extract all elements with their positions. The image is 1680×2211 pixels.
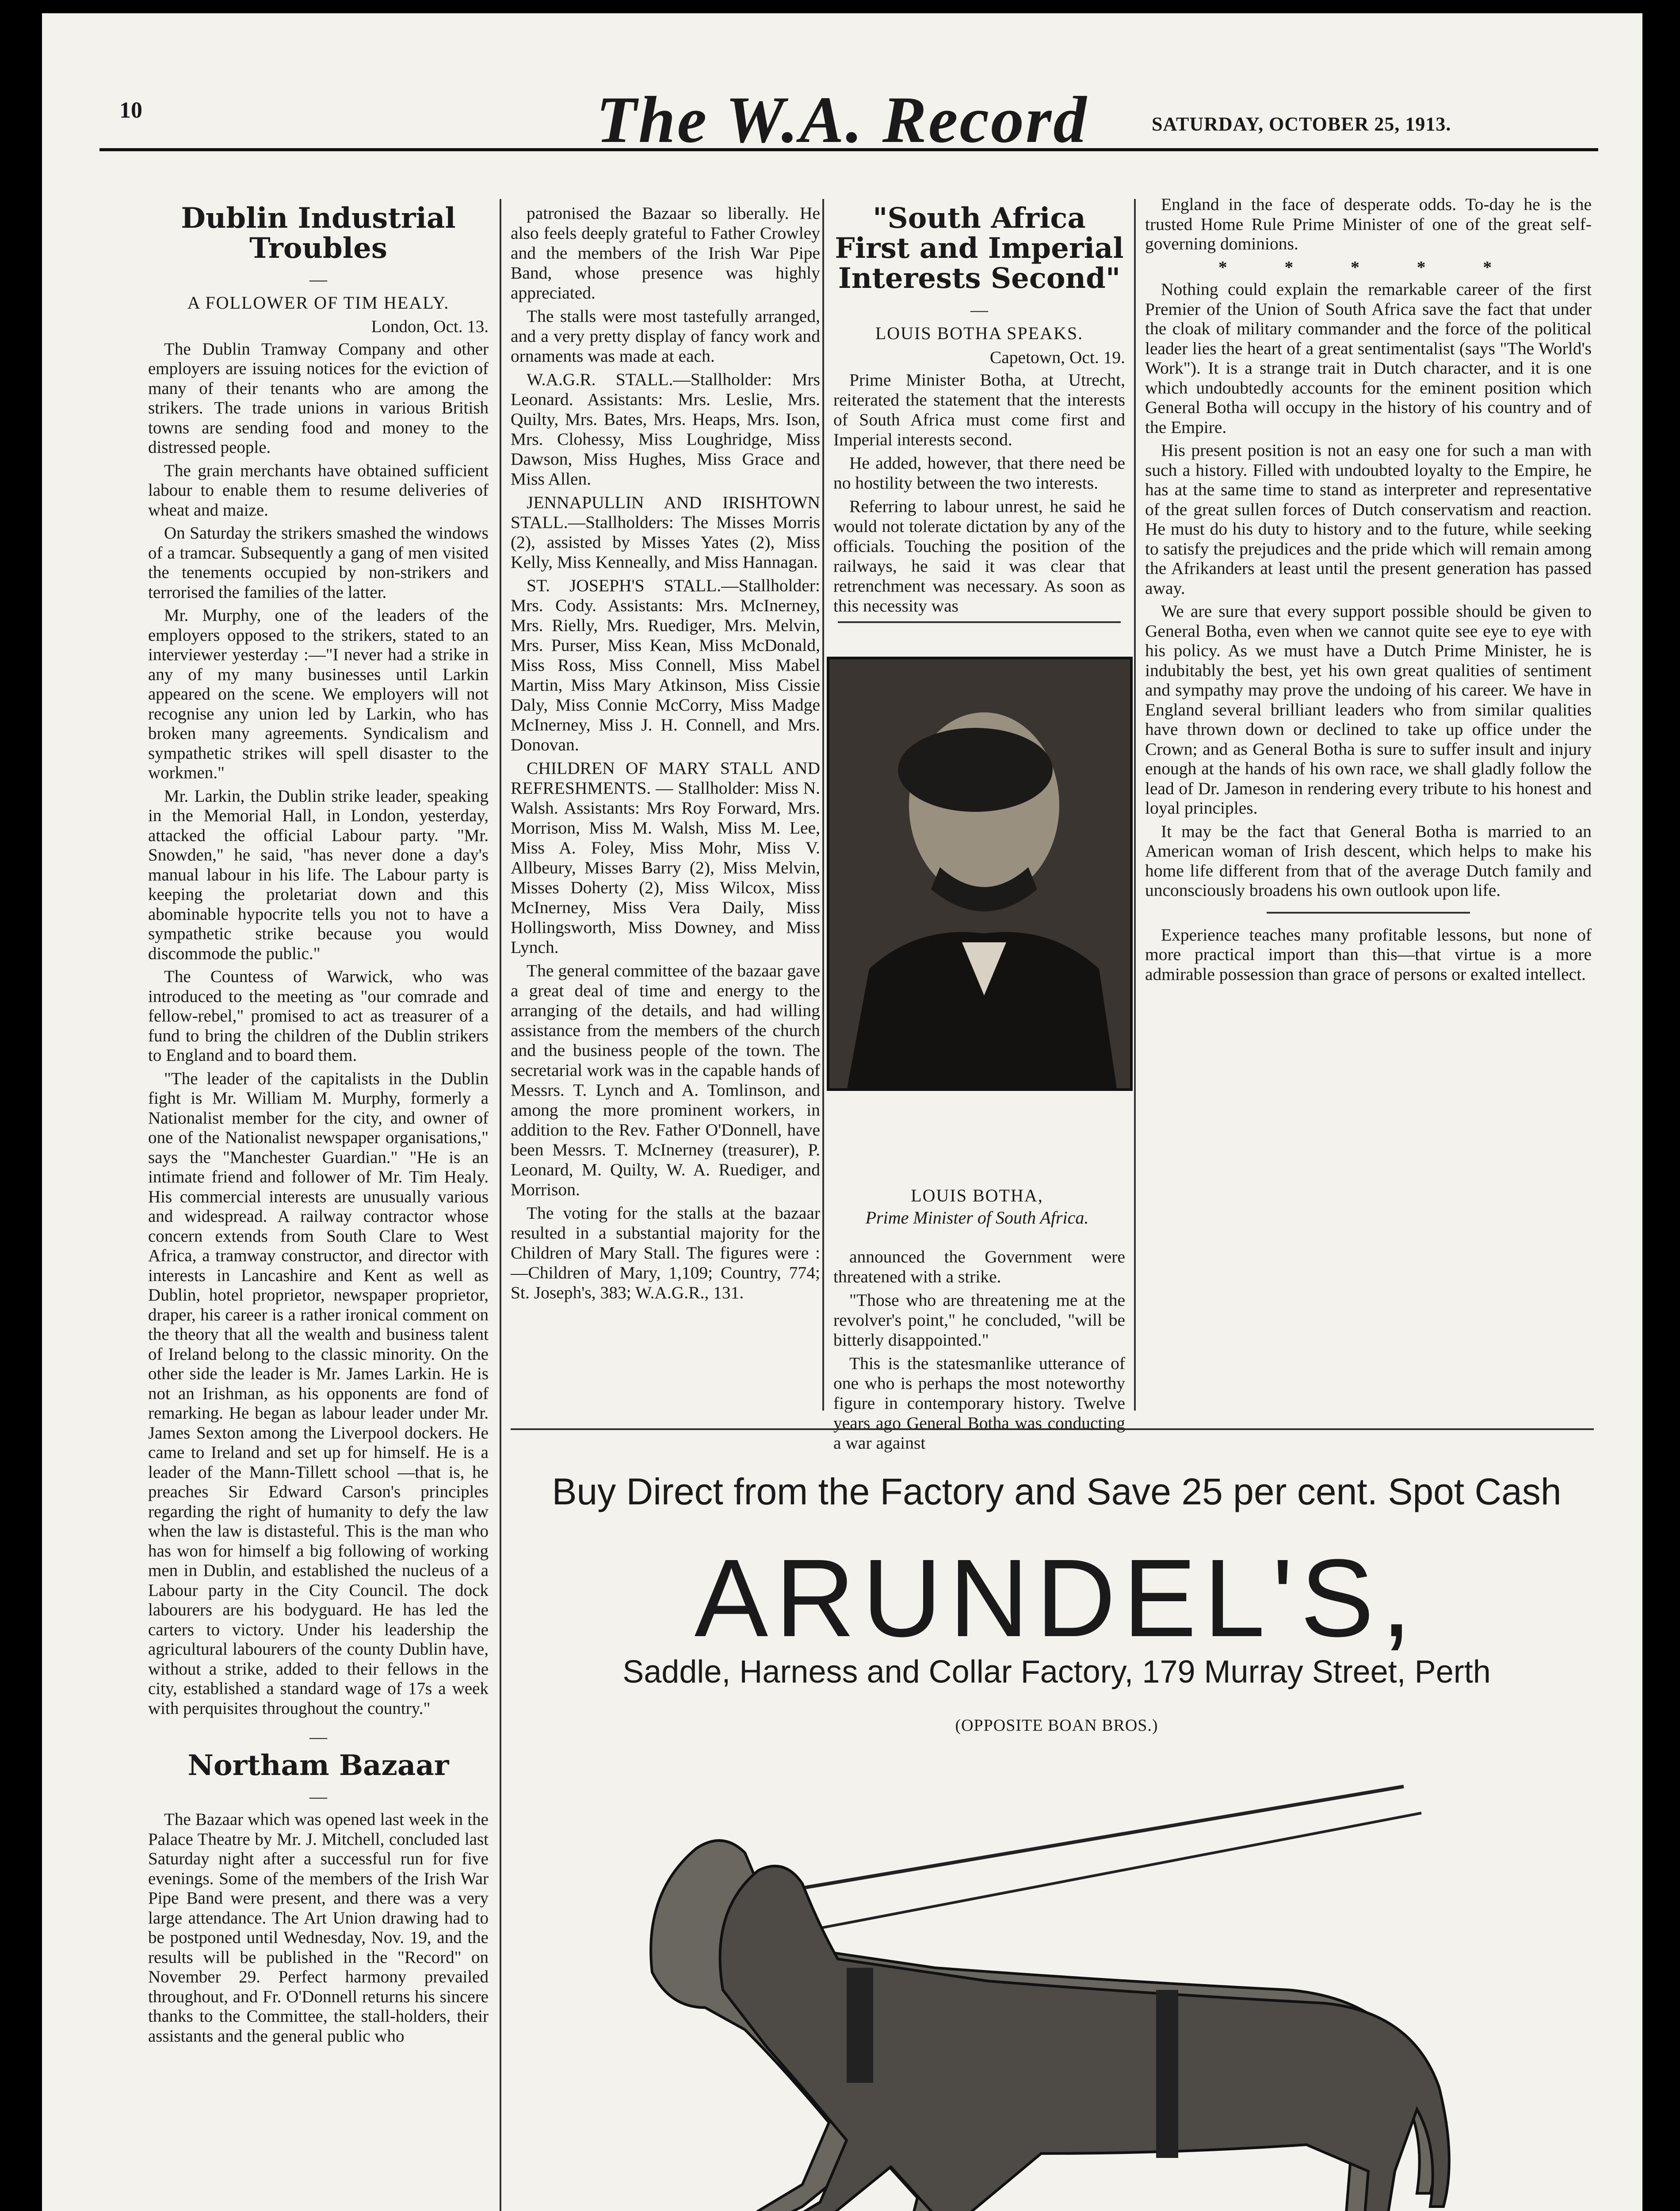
article-subhead-dublin: A FOLLOWER OF TIM HEALY. [187, 292, 450, 313]
paragraph: His present position is not an easy one for such a man with such a history. Filled with undoubted loyalty to the Empire, he has at the same time to stand as interpreter and representative of the great sullen forces of Dutch conservatism and reaction. He must do his duty to history and to the future, while seeking to satisfy the prejudices and the pride which will remain among the Afrikanders at least until the present generation has passed away. [1145, 440, 1592, 598]
column-2 [511, 203, 820, 1306]
ad-tagline: Buy Direct from the Factory and Save 25 per cent. Spot Cash [552, 1471, 1562, 1512]
paragraph: The Countess of Warwick, who was introduced to the meeting as "our comrade and fellow-rebel," promised to act as treasurer of a fund to bring the children of the Dublin strikers to England and to board them. [148, 967, 489, 1065]
paragraph: Prime Minister Botha, at Utrecht, reiterated the statement that the interests of South Africa must come first and Imperial interests second. [833, 370, 1125, 449]
article-subhead-botha: LOUIS BOTHA SPEAKS. [875, 323, 1084, 343]
column-1 [148, 203, 489, 2050]
article-body-bazaar [511, 203, 820, 1303]
paragraph: We are sure that every support possible should be given to General Botha, even when we cannot quite see eye to eye with his policy. As we must have a Dutch Prime Minister, he is indubitably the best, yet his own great qualities of sentiment and sympathy may prove the undoing of his career. We have in England several brilliant leaders who from similar qualities have thrown down or declined to take up office under the Crown; and as General Botha is sure to suffer insult and injury enough at the hands of his own race, we shall gladly follow the lead of Dr. Jameson in rendering every tribute to his honest and loyal principles. [1145, 601, 1592, 818]
column-4 [1145, 195, 1592, 987]
article-body-botha [833, 370, 1125, 616]
dateline-dublin: London, Oct. 13. [371, 317, 489, 336]
article-body-dublin [148, 340, 489, 1719]
section-rule [838, 621, 1121, 623]
filler-paragraph: Experience teaches many profitable lessons, but none of more practical import than this—that virtue is a more admirable possession than grace of persons or exalted intellect. [1145, 925, 1592, 984]
ad-opposite-note: (OPPOSITE BOAN BROS.) [955, 1716, 1158, 1735]
paragraph: "The leader of the capitalists in the Dublin fight is Mr. William M. Murphy, formerly a Nationalist member for the city, and owner of one of the Nationalist newspaper organisations," says the "Manchester Guardian." "He is an intimate friend and follower of Mr. Tim Healy. His commercial interests are unusually various and widespread. A railway contractor whose concern extends from South Clare to West Africa, a tramway constructor, and director with interests in Lancashire and Kent as well as Dublin, hotel proprietor, newspaper proprietor, draper, his career is a rather ironical comment on the theory that all the wealth and business talent of Ireland belong to the classic minority. On the other side the leader is Mr. James Larkin. He is not an Irishman, as his opponents are fond of remarking. He began as labour leader under Mr. James Sexton among the Liverpool dockers. He came to Ireland and set up for himself. He is a leader of the Mann-Tillett school —that is, he preaches Sir Edward Carson's principles regarding the right of humanity to defy the law when the law is distasteful. This is the man who has won for himself a big following of working men in Dublin, and established the nucleus of a Labour party in the City Council. The dock labourers are his bodyguard. He has led the carters to victory. Under his leadership the agricultural labourers of the county Dublin have, without a strike, added to their fellows in the city, established a standard wage of 17s a week with perquisites throughout the country." [148, 1069, 489, 1718]
portrait-figure [829, 659, 1130, 1088]
paragraph: CHILDREN OF MARY STALL AND REFRESHMENTS. — Stallholder: Miss N. Walsh. Assistants: Mrs Roy Forward, Mrs. Morrison, Miss M. Walsh, Miss M. Lee, Miss A. Foley, Miss Mohr, Miss V. Allbeury, Misses Barry (2), Miss Melvin, Misses Doherty (2), Miss Wilcox, Miss McInerney, Miss Vera Daily, Miss Hollingsworth, Miss Downey, and Miss Lynch. [511, 758, 820, 957]
paragraph: patronised the Bazaar so liberally. He also feels deeply grateful to Father Crowley and the members of the Irish War Pipe Band, whose presence was highly appreciated. [511, 203, 820, 302]
paragraph: Mr. Murphy, one of the leaders of the employers opposed to the strikers, stated to an interviewer yesterday :—"I never had a strike in any of my many businesses until Larkin appeared on the scene. We employers will not recognise any union led by Larkin, who has broken many agreements. Syndicalism and sympathetic strikes will spell disaster to the workmen." [148, 606, 489, 782]
dateline-capetown: Capetown, Oct. 19. [989, 348, 1125, 367]
column-rule [1134, 199, 1136, 1411]
paragraph: It may be the fact that General Botha is married to an American woman of Irish descent, which helps to make his home life different from that of the average Dutch family and unconsciously broadens his own outlook upon life. [1145, 821, 1592, 900]
divider: — [309, 1786, 327, 1806]
portrait-photo [827, 657, 1133, 1091]
paragraph: "Those who are threatening me at the revolver's point," he concluded, "will be bitterly disappointed." [833, 1290, 1125, 1350]
paragraph: ST. JOSEPH'S STALL.—Stallholder: Mrs. Cody. Assistants: Mrs. McInerney, Mrs. Rielly, Mrs. Ruediger, Mrs. Melvin, Mrs. Purser, Miss Kean, Miss McDonald, Miss Ross, Miss Connell, Miss Mabel Martin, Miss Mary Atkinson, Miss Cissie Daly, Miss Connie McCorry, Miss Madge McInerney, Miss J. H. Connell, and Mrs. Donovan. [511, 576, 820, 754]
article-headline-dublin: Dublin Industrial Troubles [181, 202, 456, 265]
photo-caption-name: LOUIS BOTHA, [911, 1186, 1043, 1205]
horses-illustration [537, 1760, 1567, 2211]
article-body-botha-col4b [1145, 279, 1592, 900]
column-3-bottom [833, 1247, 1125, 1457]
article-body-northam [148, 1810, 489, 2046]
paragraph: Mr. Larkin, the Dublin strike leader, speaking in the Memorial Hall, in London, yesterday, attacked the official Labour party. "Mr. Snowden," he said, "has never done a day's manual labour in his life. The Labour party is keeping the proletariat down and this abominable hypocrite tells you not to have a sympathetic strike because you would discommode the public." [148, 786, 489, 963]
section-stars: * * * * * [1218, 257, 1519, 277]
paragraph: On Saturday the strikers smashed the windows of a tramcar. Subsequently a gang of men visited the tenements occupied by non-strikers and terrorised the families of the latter. [148, 524, 489, 602]
paragraph: The grain merchants have obtained sufficient labour to enable them to resume deliveries of wheat and maize. [148, 461, 489, 520]
article-body-botha-col4 [1145, 195, 1592, 254]
paragraph: announced the Government were threatened with a strike. [833, 1247, 1125, 1286]
paragraph: England in the face of desperate odds. To-day he is the trusted Home Rule Prime Minister of one of the great self-governing dominions. [1145, 195, 1592, 253]
horses-drawing [537, 1760, 1567, 2211]
article-body-botha-continued [833, 1247, 1125, 1453]
paragraph: The stalls were most tastefully arranged, and a very pretty display of fancy work and ornaments was made at each. [511, 306, 820, 366]
article-headline-northam: Northam Bazaar [187, 1748, 449, 1782]
paragraph: The voting for the stalls at the bazaar resulted in a substantial majority for the Children of Mary Stall. The figures were :—Children of Mary, 1,109; Country, 774; St. Joseph's, 383; W.A.G.R., 131. [511, 1203, 820, 1302]
paragraph: Nothing could explain the remarkable career of the first Premier of the Union of South Africa save the fact that under the cloak of military commander and the force of the political leader lies the heart of a great sentimentalist (says "The World's Work"). It is a strange trait in Dutch character, and it is one which undoubtedly accounts for the eminent position which General Botha will occupy in the history of his country and of the Empire. [1145, 279, 1592, 437]
paragraph: Referring to labour unrest, he said he would not tolerate dictation by any of the officials. Touching the position of the railways, he said it was clear that retrenchment was necessary. As soon as this necessity was [833, 497, 1125, 616]
ad-business-name: ARUNDEL'S, [694, 1536, 1419, 1660]
masthead-title: The W.A. Record [596, 83, 1088, 157]
paragraph: W.A.G.R. STALL.—Stallholder: Mrs Leonard. Assistants: Mrs. Leslie, Mrs. Quilty, Mrs. Bates, Mrs. Heaps, Mrs. Ison, Mrs. Clohessy, Miss Loughridge, Miss Dawson, Miss Hughes, Miss Grace and Miss Allen. [511, 370, 820, 489]
paragraph: The Bazaar which was opened last week in the Palace Theatre by Mr. J. Mitchell, concluded last Saturday night after a successful run for five evenings. Some of the members of the Irish War Pipe Band were present, and there was a very large attendance. The Art Union drawing had to be postponed until Wednesday, Nov. 19, and the results will be published in the "Record" on November 29. Perfect harmony prevailed throughout, and Fr. O'Donnell returns his sincere thanks to the Committee, the stall-holders, their assistants and the general public who [148, 1810, 489, 2046]
newspaper-page [42, 13, 1642, 2211]
issue-date: SATURDAY, OCTOBER 25, 1913. [1152, 113, 1451, 135]
paragraph: He added, however, that there need be no hostility between the two interests. [833, 453, 1125, 493]
divider: — [309, 1727, 327, 1747]
paragraph: JENNAPULLIN AND IRISHTOWN STALL.—Stallholders: The Misses Morris (2), assisted by Misses Yates (2), Miss Kelly, Miss Kenneally, and Miss Hannagan. [511, 493, 820, 572]
ad-address: Saddle, Harness and Collar Factory, 179 Murray Street, Perth [622, 1654, 1491, 1690]
column-rule [822, 199, 824, 1411]
paragraph: The Dublin Tramway Company and other employers are issuing notices for the eviction of many of their tenants who are among the strikers. The trade unions in various British towns are sending food and money to the distressed people. [148, 339, 489, 457]
divider: — [970, 300, 988, 320]
filler-rule [1267, 912, 1470, 914]
ad-top-rule [511, 1428, 1594, 1430]
paragraph: This is the statesmanlike utterance of one who is perhaps the most noteworthy figure in contemporary history. Twelve years ago General Botha was conducting a war against [833, 1354, 1125, 1453]
divider: — [309, 269, 327, 289]
article-headline-botha: "South Africa First and Imperial Interests Second" [835, 202, 1124, 295]
masthead-rule [99, 148, 1598, 151]
paragraph: The general committee of the bazaar gave a great deal of time and energy to the arranging of the details, and had willing assistance from the members of the church and the business people of the town. The secretarial work was in the capable hands of Messrs. T. Lynch and A. Tomlinson, and among the more prominent workers, in addition to the Rev. Father O'Donnell, have been Messrs. T. McInerney (treasurer), P. Leonard, M. Quilty, W. A. Ruediger, and Morrison. [511, 961, 820, 1199]
column-rule [500, 199, 501, 2211]
photo-caption-title: Prime Minister of South Africa. [865, 1208, 1089, 1228]
page-number: 10 [119, 98, 142, 123]
column-3-top [833, 203, 1125, 620]
